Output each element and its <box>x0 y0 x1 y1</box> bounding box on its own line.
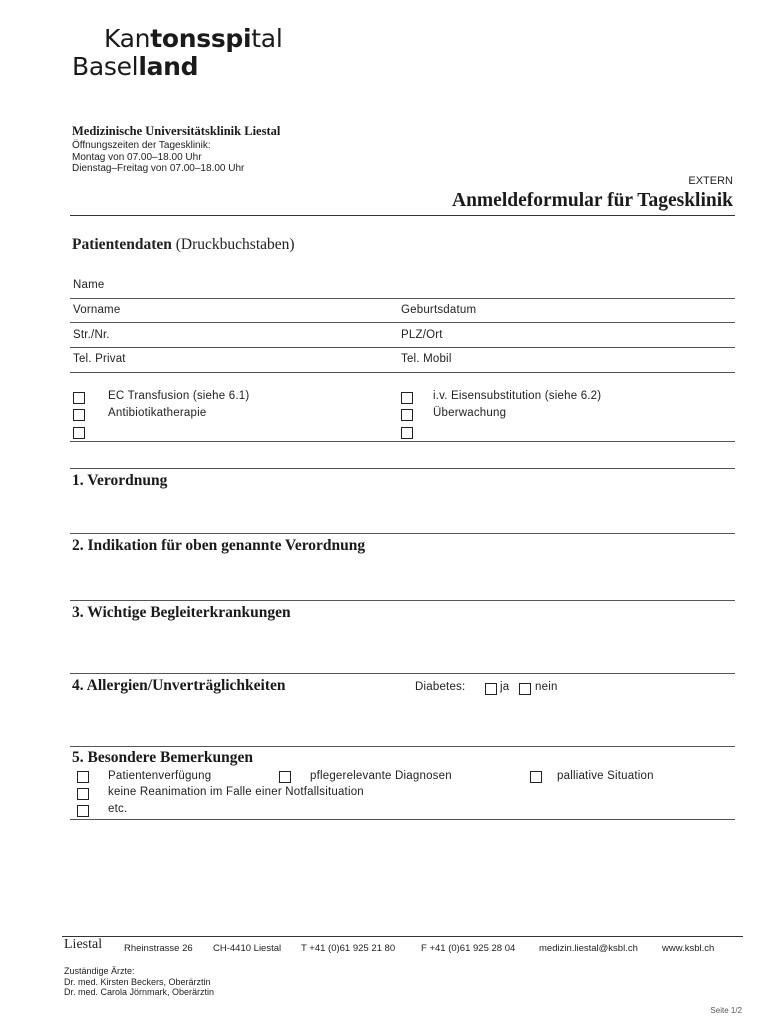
diabetes-yes-checkbox[interactable] <box>485 683 497 695</box>
responsible-line: Zuständige Ärzte: <box>64 966 135 976</box>
antibiotika-label: Antibiotikatherapie <box>108 407 207 419</box>
footer-zip: CH-4410 Liestal <box>213 943 282 954</box>
other-left-checkbox[interactable] <box>73 427 85 439</box>
phone-field-line[interactable] <box>70 372 735 373</box>
clinic-name: Medizinische Universitätsklinik Liestal <box>72 124 281 138</box>
page-number: 1/2 <box>730 1006 742 1015</box>
antibiotika-checkbox[interactable] <box>73 409 85 421</box>
diabetes-label: Diabetes: <box>415 681 466 693</box>
diabetes-no-checkbox[interactable] <box>519 683 531 695</box>
section-bemerkungen-heading: 5. Besondere Bemerkungen <box>72 749 253 766</box>
etc-label: etc. <box>108 803 128 815</box>
keine-reanimation-checkbox[interactable] <box>77 788 89 800</box>
name-field-line[interactable] <box>70 298 735 299</box>
geburtsdatum-label: Geburtsdatum <box>401 304 477 316</box>
divider <box>70 468 735 469</box>
patientenverfuegung-checkbox[interactable] <box>77 771 89 783</box>
ueberwachung-checkbox[interactable] <box>401 409 413 421</box>
page-label: Seite <box>710 1006 729 1015</box>
logo-text-bold: tonsspi <box>150 24 252 53</box>
footer-divider <box>62 936 743 937</box>
divider <box>70 215 735 216</box>
patient-heading-text: Patientendaten <box>72 236 172 253</box>
plz-label: PLZ/Ort <box>401 329 443 341</box>
footer-street: Rheinstrasse 26 <box>124 943 193 954</box>
patientenverfuegung-label: Patientenverfügung <box>108 770 212 782</box>
eisensubstitution-checkbox[interactable] <box>401 392 413 404</box>
section-verordnung-heading: 1. Verordnung <box>72 472 168 489</box>
vorname-label: Vorname <box>73 304 121 316</box>
ec-transfusion-label: EC Transfusion (siehe 6.1) <box>108 390 250 402</box>
pflege-diagnosen-label: pflegerelevante Diagnosen <box>310 770 452 782</box>
footer-phone: T +41 (0)61 925 21 80 <box>301 943 396 954</box>
footer-email[interactable]: medizin.liestal@ksbl.ch <box>539 943 638 954</box>
tel-mobil-label: Tel. Mobil <box>401 353 452 365</box>
divider <box>70 746 735 747</box>
divider <box>70 600 735 601</box>
section-begleiterkrankungen-heading: 3. Wichtige Begleiterkrankungen <box>72 604 291 621</box>
footer-city: Liestal <box>64 937 103 952</box>
diabetes-yes-label: ja <box>500 681 510 693</box>
other-right-checkbox[interactable] <box>401 427 413 439</box>
form-title: Anmeldeformular für Tagesklinik <box>452 190 733 211</box>
keine-reanimation-label: keine Reanimation im Falle einer Notfallsituation <box>108 786 364 798</box>
logo-text-bold: land <box>138 52 199 81</box>
hours-line: Montag von 07.00–18.00 Uhr <box>72 151 202 163</box>
logo-text: Basel <box>72 52 139 81</box>
extern-label: EXTERN <box>688 175 733 187</box>
patient-heading-note: (Druckbuchstaben) <box>175 236 295 253</box>
divider <box>70 673 735 674</box>
hours-line: Dienstag–Freitag von 07.00–18.00 Uhr <box>72 163 245 174</box>
eisensubstitution-label: i.v. Eisensubstitution (siehe 6.2) <box>433 390 602 402</box>
pflege-diagnosen-checkbox[interactable] <box>279 771 291 783</box>
address-field-line[interactable] <box>70 347 735 348</box>
diabetes-no-label: nein <box>535 681 558 693</box>
etc-checkbox[interactable] <box>77 805 89 817</box>
palliativ-checkbox[interactable] <box>530 771 542 783</box>
name-label: Name <box>73 279 105 291</box>
divider <box>70 441 735 442</box>
vorname-field-line[interactable] <box>70 322 735 323</box>
palliativ-label: palliative Situation <box>557 770 654 782</box>
section-allergien-heading: 4. Allergien/Unverträglichkeiten <box>72 677 286 694</box>
opening-hours <box>72 140 244 175</box>
strasse-label: Str./Nr. <box>73 329 110 341</box>
page-indicator <box>710 1006 742 1015</box>
ueberwachung-label: Überwachung <box>433 407 507 419</box>
divider <box>70 819 735 820</box>
logo-text: Kan <box>104 24 151 53</box>
divider <box>70 533 735 534</box>
footer-website[interactable]: www.ksbl.ch <box>662 943 715 954</box>
hours-line: Öffnungszeiten der Tagesklinik: <box>72 140 211 151</box>
section-indikation-heading: 2. Indikation für oben genannte Verordnung <box>72 537 366 554</box>
footer-fax: F +41 (0)61 925 28 04 <box>421 943 516 954</box>
responsible-line: Dr. med. Carola Jörnmark, Oberärztin <box>64 987 215 997</box>
ec-transfusion-checkbox[interactable] <box>73 392 85 404</box>
responsible-line: Dr. med. Kirsten Beckers, Oberärztin <box>64 976 211 987</box>
patient-heading <box>72 236 295 254</box>
responsible-doctors <box>64 966 214 998</box>
tel-privat-label: Tel. Privat <box>73 353 126 365</box>
logo-text: tal <box>251 24 283 53</box>
hospital-logo <box>72 25 282 81</box>
